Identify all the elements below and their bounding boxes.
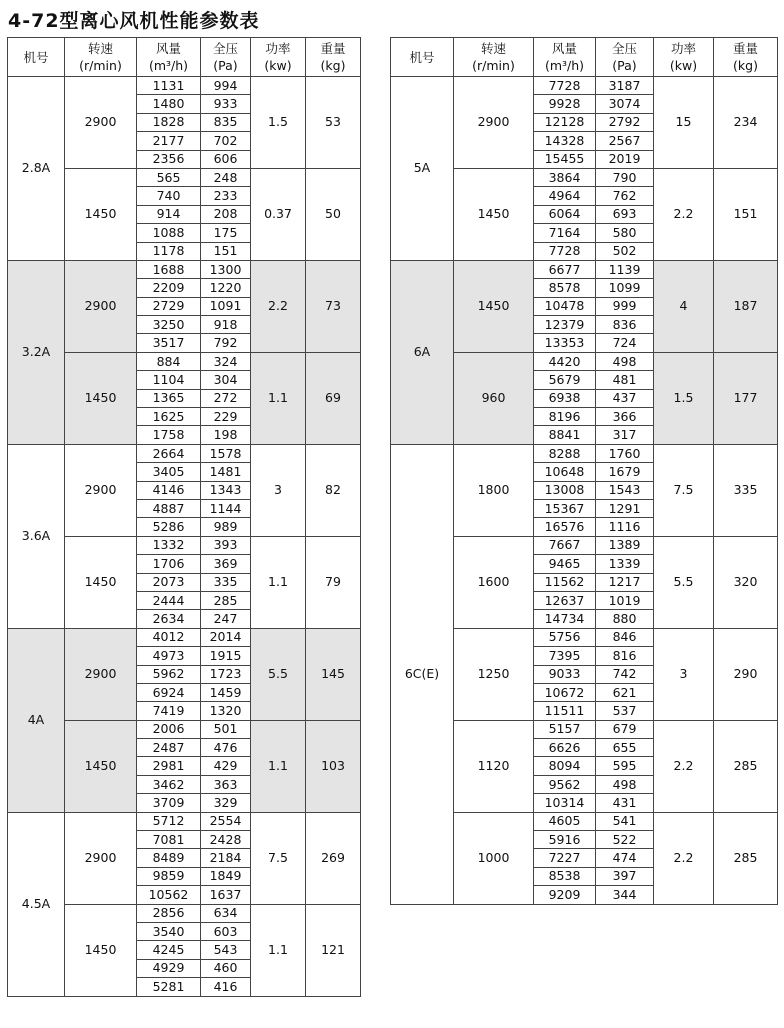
pressure-cell: 543	[201, 941, 251, 959]
power-cell: 2.2	[654, 720, 714, 812]
airflow-cell: 9033	[534, 665, 596, 683]
airflow-cell: 914	[137, 205, 201, 223]
pressure-cell: 247	[201, 610, 251, 628]
airflow-cell: 10478	[534, 297, 596, 315]
airflow-cell: 5756	[534, 628, 596, 646]
airflow-cell: 8578	[534, 279, 596, 297]
airflow-cell: 1480	[137, 95, 201, 113]
power-cell: 2.2	[654, 812, 714, 904]
pressure-cell: 1481	[201, 463, 251, 481]
pressure-cell: 999	[596, 297, 654, 315]
power-cell: 15	[654, 77, 714, 169]
airflow-cell: 1131	[137, 77, 201, 95]
table-row	[8, 812, 361, 830]
airflow-cell: 13353	[534, 334, 596, 352]
airflow-cell: 884	[137, 352, 201, 370]
model-cell: 4A	[8, 628, 65, 812]
speed-cell: 1450	[65, 352, 137, 444]
airflow-cell: 4887	[137, 499, 201, 517]
airflow-cell: 5286	[137, 518, 201, 536]
pressure-cell: 790	[596, 168, 654, 186]
weight-cell: 121	[306, 904, 361, 996]
airflow-cell: 1088	[137, 224, 201, 242]
airflow-cell: 7728	[534, 242, 596, 260]
airflow-cell: 8196	[534, 408, 596, 426]
airflow-cell: 3517	[137, 334, 201, 352]
power-cell: 1.1	[251, 904, 306, 996]
airflow-cell: 12128	[534, 113, 596, 131]
pressure-cell: 3187	[596, 77, 654, 95]
airflow-cell: 7164	[534, 224, 596, 242]
table-row	[8, 260, 361, 278]
power-cell: 4	[654, 260, 714, 352]
airflow-cell: 7667	[534, 536, 596, 554]
pressure-cell: 1217	[596, 573, 654, 591]
speed-cell: 2900	[454, 77, 534, 169]
weight-cell: 145	[306, 628, 361, 720]
speed-cell: 2900	[65, 77, 137, 169]
pressure-cell: 474	[596, 849, 654, 867]
power-cell: 5.5	[251, 628, 306, 720]
pressure-cell: 2019	[596, 150, 654, 168]
pressure-cell: 317	[596, 426, 654, 444]
airflow-cell: 6938	[534, 389, 596, 407]
pressure-cell: 1019	[596, 591, 654, 609]
airflow-cell: 1365	[137, 389, 201, 407]
pressure-cell: 272	[201, 389, 251, 407]
header-airflow: 风量 (m³/h)	[137, 38, 201, 77]
speed-cell: 1450	[65, 720, 137, 812]
airflow-cell: 2729	[137, 297, 201, 315]
airflow-cell: 5916	[534, 831, 596, 849]
airflow-cell: 4012	[137, 628, 201, 646]
airflow-cell: 1688	[137, 260, 201, 278]
weight-cell: 82	[306, 444, 361, 536]
pressure-cell: 481	[596, 371, 654, 389]
pressure-cell: 208	[201, 205, 251, 223]
speed-cell: 1450	[65, 168, 137, 260]
weight-cell: 177	[714, 352, 778, 444]
airflow-cell: 3709	[137, 794, 201, 812]
airflow-cell: 7227	[534, 849, 596, 867]
pressure-cell: 1291	[596, 499, 654, 517]
airflow-cell: 3864	[534, 168, 596, 186]
pressure-cell: 933	[201, 95, 251, 113]
weight-cell: 335	[714, 444, 778, 536]
pressure-cell: 175	[201, 224, 251, 242]
speed-cell: 1600	[454, 536, 534, 628]
pressure-cell: 2554	[201, 812, 251, 830]
header-speed: 转速 (r/min)	[454, 38, 534, 77]
pressure-cell: 792	[201, 334, 251, 352]
speed-cell: 1450	[65, 904, 137, 996]
pressure-cell: 304	[201, 371, 251, 389]
airflow-cell: 740	[137, 187, 201, 205]
weight-cell: 269	[306, 812, 361, 904]
pressure-cell: 502	[596, 242, 654, 260]
pressure-cell: 1320	[201, 702, 251, 720]
pressure-cell: 369	[201, 555, 251, 573]
header-weight: 重量 (kg)	[714, 38, 778, 77]
weight-cell: 320	[714, 536, 778, 628]
pressure-cell: 1679	[596, 463, 654, 481]
table-body	[8, 77, 361, 997]
airflow-cell: 6924	[137, 683, 201, 701]
airflow-cell: 4420	[534, 352, 596, 370]
model-cell: 6C(E)	[391, 444, 454, 904]
airflow-cell: 7728	[534, 77, 596, 95]
power-cell: 3	[251, 444, 306, 536]
airflow-cell: 4929	[137, 959, 201, 977]
pressure-cell: 537	[596, 702, 654, 720]
pressure-cell: 1343	[201, 481, 251, 499]
pressure-cell: 634	[201, 904, 251, 922]
power-cell: 1.5	[251, 77, 306, 169]
spec-table-left	[7, 37, 361, 997]
pressure-cell: 603	[201, 922, 251, 940]
speed-cell: 1120	[454, 720, 534, 812]
pressure-cell: 989	[201, 518, 251, 536]
pressure-cell: 816	[596, 647, 654, 665]
header-row	[391, 38, 778, 77]
pressure-cell: 324	[201, 352, 251, 370]
airflow-cell: 12637	[534, 591, 596, 609]
pressure-cell: 1220	[201, 279, 251, 297]
pressure-cell: 460	[201, 959, 251, 977]
pressure-cell: 621	[596, 683, 654, 701]
pressure-cell: 1339	[596, 555, 654, 573]
airflow-cell: 6677	[534, 260, 596, 278]
pressure-cell: 1543	[596, 481, 654, 499]
airflow-cell: 1625	[137, 408, 201, 426]
airflow-cell: 1828	[137, 113, 201, 131]
airflow-cell: 2856	[137, 904, 201, 922]
airflow-cell: 4973	[137, 647, 201, 665]
header-airflow: 风量 (m³/h)	[534, 38, 596, 77]
airflow-cell: 9928	[534, 95, 596, 113]
weight-cell: 151	[714, 168, 778, 260]
airflow-cell: 4964	[534, 187, 596, 205]
pressure-cell: 595	[596, 757, 654, 775]
model-cell: 4.5A	[8, 812, 65, 996]
airflow-cell: 5157	[534, 720, 596, 738]
airflow-cell: 5712	[137, 812, 201, 830]
pressure-cell: 1723	[201, 665, 251, 683]
power-cell: 1.5	[654, 352, 714, 444]
header-speed: 转速 (r/min)	[65, 38, 137, 77]
airflow-cell: 4245	[137, 941, 201, 959]
speed-cell: 1250	[454, 628, 534, 720]
airflow-cell: 7081	[137, 831, 201, 849]
airflow-cell: 10562	[137, 886, 201, 904]
weight-cell: 234	[714, 77, 778, 169]
pressure-cell: 397	[596, 867, 654, 885]
speed-cell: 1450	[454, 168, 534, 260]
power-cell: 1.1	[251, 352, 306, 444]
pressure-cell: 762	[596, 187, 654, 205]
header-pressure: 全压 (Pa)	[201, 38, 251, 77]
pressure-cell: 501	[201, 720, 251, 738]
airflow-cell: 2177	[137, 132, 201, 150]
airflow-cell: 8288	[534, 444, 596, 462]
airflow-cell: 12379	[534, 316, 596, 334]
pressure-cell: 393	[201, 536, 251, 554]
pressure-cell: 1459	[201, 683, 251, 701]
airflow-cell: 3405	[137, 463, 201, 481]
weight-cell: 285	[714, 812, 778, 904]
airflow-cell: 2006	[137, 720, 201, 738]
power-cell: 2.2	[251, 260, 306, 352]
pressure-cell: 846	[596, 628, 654, 646]
airflow-cell: 4146	[137, 481, 201, 499]
pressure-cell: 1144	[201, 499, 251, 517]
weight-cell: 290	[714, 628, 778, 720]
power-cell: 7.5	[251, 812, 306, 904]
pressure-cell: 198	[201, 426, 251, 444]
airflow-cell: 14734	[534, 610, 596, 628]
table-row	[391, 260, 778, 278]
airflow-cell: 3250	[137, 316, 201, 334]
pressure-cell: 836	[596, 316, 654, 334]
header-model: 机号	[391, 38, 454, 77]
table-row	[8, 628, 361, 646]
power-cell: 5.5	[654, 536, 714, 628]
header-power: 功率 (kw)	[654, 38, 714, 77]
pressure-cell: 1116	[596, 518, 654, 536]
airflow-cell: 14328	[534, 132, 596, 150]
pressure-cell: 498	[596, 775, 654, 793]
pressure-cell: 248	[201, 168, 251, 186]
airflow-cell: 9209	[534, 886, 596, 904]
pressure-cell: 1300	[201, 260, 251, 278]
pressure-cell: 363	[201, 775, 251, 793]
model-cell: 2.8A	[8, 77, 65, 261]
airflow-cell: 2356	[137, 150, 201, 168]
airflow-cell: 8538	[534, 867, 596, 885]
power-cell: 0.37	[251, 168, 306, 260]
airflow-cell: 1332	[137, 536, 201, 554]
pressure-cell: 742	[596, 665, 654, 683]
airflow-cell: 6626	[534, 739, 596, 757]
pressure-cell: 522	[596, 831, 654, 849]
pressure-cell: 2014	[201, 628, 251, 646]
power-cell: 1.1	[251, 720, 306, 812]
table-row	[8, 77, 361, 95]
pressure-cell: 366	[596, 408, 654, 426]
weight-cell: 187	[714, 260, 778, 352]
speed-cell: 1450	[454, 260, 534, 352]
pressure-cell: 2567	[596, 132, 654, 150]
weight-cell: 50	[306, 168, 361, 260]
airflow-cell: 565	[137, 168, 201, 186]
pressure-cell: 2792	[596, 113, 654, 131]
table-body	[391, 77, 778, 905]
weight-cell: 69	[306, 352, 361, 444]
power-cell: 3	[654, 628, 714, 720]
airflow-cell: 1758	[137, 426, 201, 444]
table-row	[8, 444, 361, 462]
pressure-cell: 2184	[201, 849, 251, 867]
airflow-cell: 2209	[137, 279, 201, 297]
header-row	[8, 38, 361, 77]
airflow-cell: 6064	[534, 205, 596, 223]
airflow-cell: 9465	[534, 555, 596, 573]
pressure-cell: 880	[596, 610, 654, 628]
airflow-cell: 8841	[534, 426, 596, 444]
model-cell: 3.6A	[8, 444, 65, 628]
speed-cell: 2900	[65, 628, 137, 720]
power-cell: 7.5	[654, 444, 714, 536]
airflow-cell: 4605	[534, 812, 596, 830]
airflow-cell: 15455	[534, 150, 596, 168]
weight-cell: 79	[306, 536, 361, 628]
pressure-cell: 580	[596, 224, 654, 242]
speed-cell: 1800	[454, 444, 534, 536]
pressure-cell: 229	[201, 408, 251, 426]
airflow-cell: 15367	[534, 499, 596, 517]
pressure-cell: 655	[596, 739, 654, 757]
table-row	[391, 444, 778, 462]
airflow-cell: 7419	[137, 702, 201, 720]
airflow-cell: 2981	[137, 757, 201, 775]
airflow-cell: 2073	[137, 573, 201, 591]
pressure-cell: 1389	[596, 536, 654, 554]
pressure-cell: 606	[201, 150, 251, 168]
airflow-cell: 8094	[534, 757, 596, 775]
page-title: 4-72型离心风机性能参数表	[8, 10, 260, 32]
pressure-cell: 431	[596, 794, 654, 812]
pressure-cell: 233	[201, 187, 251, 205]
pressure-cell: 679	[596, 720, 654, 738]
airflow-cell: 5962	[137, 665, 201, 683]
power-cell: 1.1	[251, 536, 306, 628]
header-power: 功率 (kw)	[251, 38, 306, 77]
pressure-cell: 1091	[201, 297, 251, 315]
airflow-cell: 13008	[534, 481, 596, 499]
airflow-cell: 1178	[137, 242, 201, 260]
weight-cell: 103	[306, 720, 361, 812]
airflow-cell: 2444	[137, 591, 201, 609]
pressure-cell: 416	[201, 978, 251, 996]
airflow-cell: 9859	[137, 867, 201, 885]
pressure-cell: 498	[596, 352, 654, 370]
pressure-cell: 1637	[201, 886, 251, 904]
airflow-cell: 1706	[137, 555, 201, 573]
speed-cell: 2900	[65, 260, 137, 352]
pressure-cell: 329	[201, 794, 251, 812]
pressure-cell: 1760	[596, 444, 654, 462]
airflow-cell: 11511	[534, 702, 596, 720]
speed-cell: 960	[454, 352, 534, 444]
airflow-cell: 2664	[137, 444, 201, 462]
speed-cell: 2900	[65, 444, 137, 536]
spec-table-right	[390, 37, 778, 905]
pressure-cell: 335	[201, 573, 251, 591]
airflow-cell: 2634	[137, 610, 201, 628]
airflow-cell: 3540	[137, 922, 201, 940]
pressure-cell: 994	[201, 77, 251, 95]
pressure-cell: 1099	[596, 279, 654, 297]
airflow-cell: 7395	[534, 647, 596, 665]
pressure-cell: 476	[201, 739, 251, 757]
airflow-cell: 9562	[534, 775, 596, 793]
pressure-cell: 724	[596, 334, 654, 352]
pressure-cell: 1578	[201, 444, 251, 462]
airflow-cell: 11562	[534, 573, 596, 591]
speed-cell: 2900	[65, 812, 137, 904]
airflow-cell: 2487	[137, 739, 201, 757]
speed-cell: 1450	[65, 536, 137, 628]
pressure-cell: 437	[596, 389, 654, 407]
model-cell: 3.2A	[8, 260, 65, 444]
header-weight: 重量 (kg)	[306, 38, 361, 77]
pressure-cell: 344	[596, 886, 654, 904]
weight-cell: 53	[306, 77, 361, 169]
airflow-cell: 10648	[534, 463, 596, 481]
speed-cell: 1000	[454, 812, 534, 904]
airflow-cell: 10672	[534, 683, 596, 701]
power-cell: 2.2	[654, 168, 714, 260]
pressure-cell: 151	[201, 242, 251, 260]
airflow-cell: 5679	[534, 371, 596, 389]
pressure-cell: 1915	[201, 647, 251, 665]
airflow-cell: 1104	[137, 371, 201, 389]
header-model: 机号	[8, 38, 65, 77]
pressure-cell: 1849	[201, 867, 251, 885]
pressure-cell: 429	[201, 757, 251, 775]
pressure-cell: 693	[596, 205, 654, 223]
pressure-cell: 918	[201, 316, 251, 334]
weight-cell: 73	[306, 260, 361, 352]
pressure-cell: 2428	[201, 831, 251, 849]
airflow-cell: 5281	[137, 978, 201, 996]
pressure-cell: 835	[201, 113, 251, 131]
airflow-cell: 3462	[137, 775, 201, 793]
header-pressure: 全压 (Pa)	[596, 38, 654, 77]
weight-cell: 285	[714, 720, 778, 812]
airflow-cell: 8489	[137, 849, 201, 867]
airflow-cell: 10314	[534, 794, 596, 812]
pressure-cell: 285	[201, 591, 251, 609]
model-cell: 5A	[391, 77, 454, 261]
pressure-cell: 3074	[596, 95, 654, 113]
table-row	[391, 77, 778, 95]
airflow-cell: 16576	[534, 518, 596, 536]
pressure-cell: 702	[201, 132, 251, 150]
pressure-cell: 1139	[596, 260, 654, 278]
pressure-cell: 541	[596, 812, 654, 830]
model-cell: 6A	[391, 260, 454, 444]
